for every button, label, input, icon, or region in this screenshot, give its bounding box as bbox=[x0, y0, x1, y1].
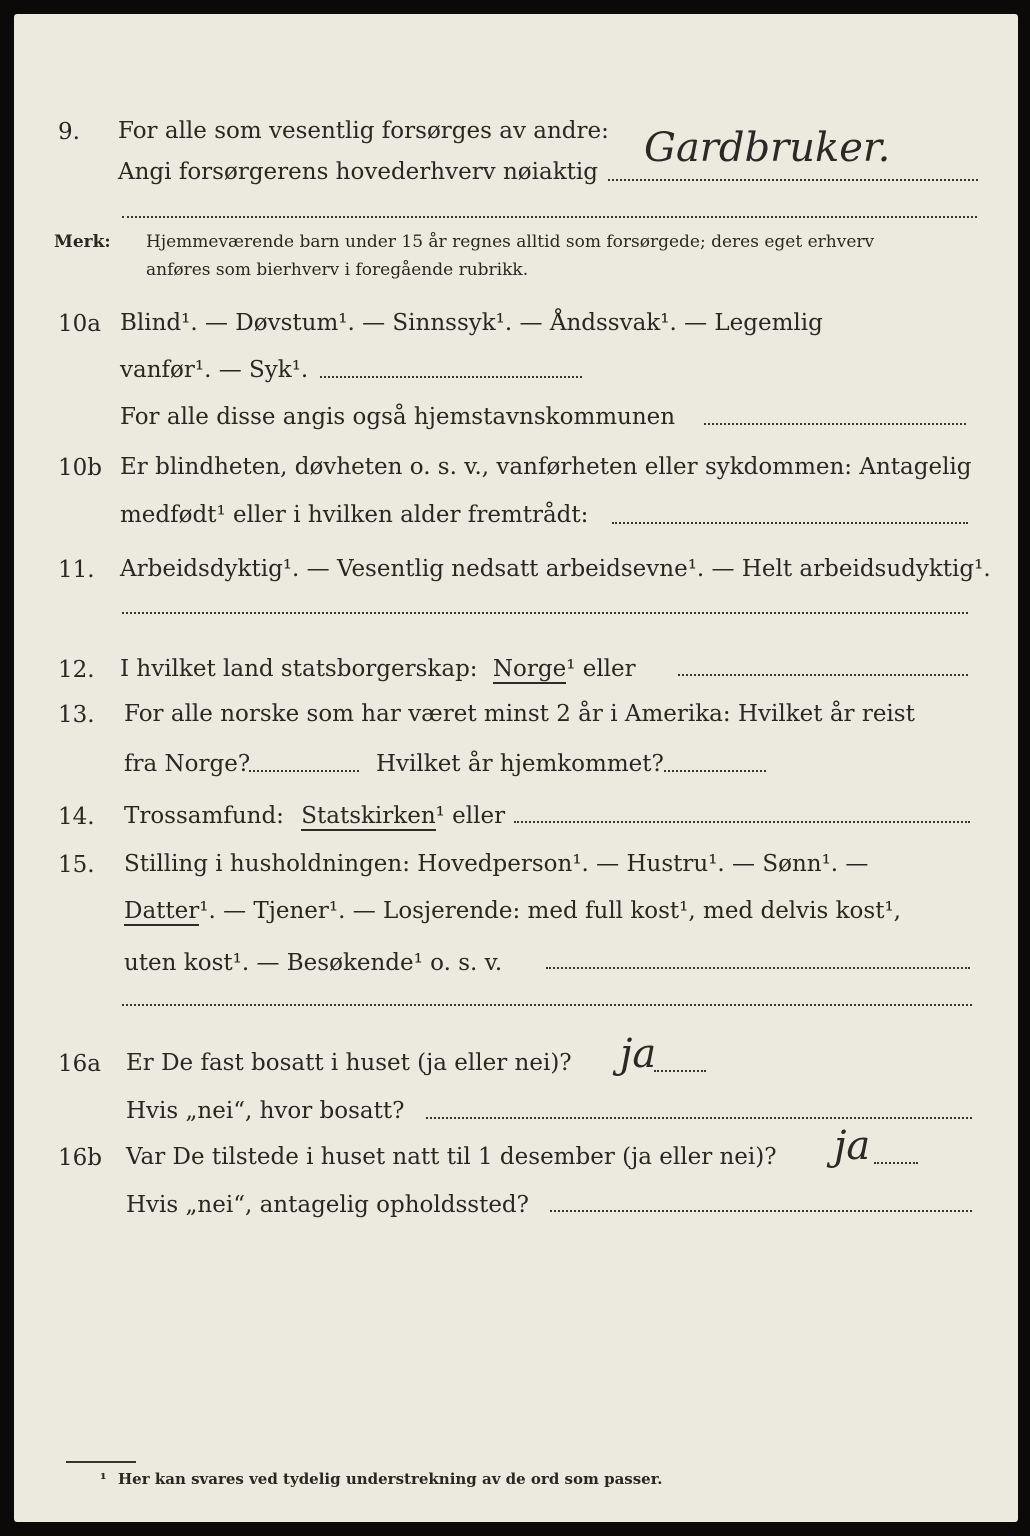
merk-line2: anføres som bierhverv i foregående rubrikk. bbox=[146, 260, 529, 280]
q10b-line1: Er blindheten, døvheten o. s. v., vanførheten eller sykdommen: Antagelig bbox=[120, 454, 972, 480]
q16a-handwritten-answer: ja bbox=[620, 1031, 657, 1077]
q13-line2a: fra Norge? bbox=[124, 751, 251, 777]
form-page bbox=[14, 14, 1018, 1522]
q12-question: I hvilket land statsborgerskap: bbox=[120, 656, 478, 682]
q13-blank-a bbox=[249, 770, 359, 772]
q12-blank bbox=[678, 674, 968, 676]
footnote-rule bbox=[66, 1461, 136, 1463]
q11-blank-line bbox=[122, 612, 968, 614]
q13-line1: For alle norske som har været minst 2 år i Amerika: Hvilket år reist bbox=[124, 701, 915, 727]
q11-line1: Arbeidsdyktig¹. — Vesentlig nedsatt arbeidsevne¹. — Helt arbeidsudyktig¹. bbox=[120, 556, 991, 582]
q16a-line2-blank bbox=[426, 1117, 972, 1119]
q10b-line2: medfødt¹ eller i hvilken alder fremtrådt: bbox=[120, 502, 589, 528]
q16a-line1: Er De fast bosatt i huset (ja eller nei)? bbox=[126, 1050, 572, 1076]
q9-line1: For alle som vesentlig forsørges av andre: bbox=[118, 118, 609, 144]
q10a-line3-blank bbox=[704, 423, 966, 425]
footnote-text: Her kan svares ved tydelig understrekning av de ord som passer. bbox=[118, 1470, 663, 1488]
q10a-line2: vanfør¹. — Syk¹. bbox=[120, 357, 309, 383]
q16b-handwritten-answer: ja bbox=[834, 1123, 871, 1169]
q13-number: 13. bbox=[58, 702, 95, 728]
q16a-number: 16a bbox=[58, 1051, 101, 1077]
q14-question: Trossamfund: bbox=[124, 803, 284, 829]
q10b-number: 10b bbox=[58, 455, 102, 481]
q15-line2 bbox=[124, 900, 901, 923]
q16b-line2: Hvis „nei“, antagelig opholdssted? bbox=[126, 1192, 529, 1218]
q16a-blank bbox=[654, 1070, 706, 1072]
q15-number: 15. bbox=[58, 852, 95, 878]
q16b-blank bbox=[874, 1162, 918, 1164]
q10b-blank bbox=[612, 522, 968, 524]
q14-underlined-answer: Statskirken bbox=[301, 803, 436, 829]
footnote-mark: ¹ bbox=[100, 1470, 107, 1488]
q15-line3: uten kost¹. — Besøkende¹ o. s. v. bbox=[124, 950, 503, 976]
q10a-line1: Blind¹. — Døvstum¹. — Sinnssyk¹. — Åndssvak¹. — Legemlig bbox=[120, 310, 823, 336]
q9-answer-line bbox=[608, 179, 978, 181]
q14-number: 14. bbox=[58, 804, 95, 830]
q11-number: 11. bbox=[58, 557, 95, 583]
q9-handwritten-answer: Gardbruker. bbox=[644, 125, 891, 171]
q16b-line2-blank bbox=[550, 1210, 972, 1212]
q9-blank-line bbox=[122, 216, 977, 218]
q14-blank bbox=[514, 821, 970, 823]
q14-text bbox=[124, 805, 505, 828]
q12-underlined-answer: Norge bbox=[492, 656, 567, 682]
q16b-line1: Var De tilstede i huset natt til 1 desember (ja eller nei)? bbox=[126, 1144, 777, 1170]
q13-line2b: Hvilket år hjemkommet? bbox=[376, 751, 664, 777]
q16a-line2: Hvis „nei“, hvor bosatt? bbox=[126, 1098, 405, 1124]
q15-line1: Stilling i husholdningen: Hovedperson¹. — Hustru¹. — Sønn¹. — bbox=[124, 851, 869, 877]
q12-number: 12. bbox=[58, 657, 95, 683]
q13-blank-b bbox=[664, 770, 766, 772]
q15-line2-text: ¹. — Tjener¹. — Losjerende: med full kost¹, med delvis kost¹, bbox=[199, 898, 901, 924]
q16b-number: 16b bbox=[58, 1145, 102, 1171]
q12-suffix: ¹ eller bbox=[566, 656, 636, 682]
merk-label: Merk: bbox=[54, 232, 111, 252]
q15-blank bbox=[546, 967, 970, 969]
q10a-number: 10a bbox=[58, 311, 101, 337]
q12-text bbox=[120, 658, 636, 681]
q14-suffix: ¹ eller bbox=[435, 803, 506, 829]
merk-line1: Hjemmeværende barn under 15 år regnes alltid som forsørgede; deres eget erhverv bbox=[146, 232, 875, 252]
q10a-line3: For alle disse angis også hjemstavnskommunen bbox=[120, 404, 676, 430]
q15-underlined-answer: Datter bbox=[124, 898, 200, 924]
q10a-line2-blank bbox=[320, 376, 582, 378]
q15-blank-line bbox=[122, 1004, 972, 1006]
q9-line2: Angi forsørgerens hovederhverv nøiaktig bbox=[118, 159, 598, 185]
q9-number: 9. bbox=[58, 119, 80, 145]
